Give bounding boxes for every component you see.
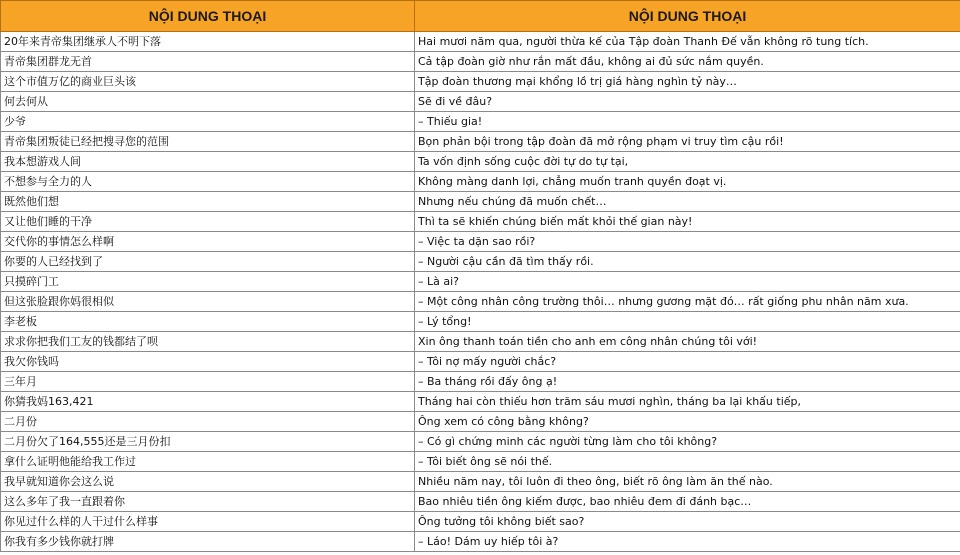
cell-vietnamese-line: – Tôi biết ông sẽ nói thế.	[415, 452, 960, 472]
cell-chinese-line: 我欠你钱吗	[1, 352, 415, 372]
cell-chinese-line: 三年月	[1, 372, 415, 392]
cell-chinese-line: 青帝集团叛徒已经把搜寻您的范围	[1, 132, 415, 152]
cell-vietnamese-line: Ông tưởng tôi không biết sao?	[415, 512, 960, 532]
table-row	[1, 372, 960, 392]
cell-chinese-line: 这么多年了我一直跟着你	[1, 492, 415, 512]
cell-vietnamese-line: Ông xem có công bằng không?	[415, 412, 960, 432]
cell-chinese-line: 你见过什么样的人干过什么样事	[1, 512, 415, 532]
cell-vietnamese-line: – Ba tháng rồi đấy ông ạ!	[415, 372, 960, 392]
table-row	[1, 512, 960, 532]
cell-chinese-line: 既然他们想	[1, 192, 415, 212]
cell-chinese-line: 何去何从	[1, 92, 415, 112]
cell-chinese-line: 20年来青帝集团继承人不明下落	[1, 32, 415, 52]
cell-vietnamese-line: – Tôi nợ mấy người chắc?	[415, 352, 960, 372]
cell-vietnamese-line: Xin ông thanh toán tiền cho anh em công nhân chúng tôi với!	[415, 332, 960, 352]
column-header-chinese: NỘI DUNG THOẠI	[1, 1, 415, 32]
cell-chinese-line: 只摸碎门工	[1, 272, 415, 292]
cell-vietnamese-line: Nhưng nếu chúng đã muốn chết…	[415, 192, 960, 212]
cell-vietnamese-line: – Một công nhân công trường thôi… nhưng gương mặt đó… rất giống phu nhân năm xưa.	[415, 292, 960, 312]
table-row	[1, 152, 960, 172]
cell-chinese-line: 求求你把我们工友的钱都结了呗	[1, 332, 415, 352]
table-row	[1, 252, 960, 272]
table-row	[1, 92, 960, 112]
cell-chinese-line: 你要的人已经找到了	[1, 252, 415, 272]
table-row	[1, 32, 960, 52]
table-row	[1, 212, 960, 232]
table-row	[1, 392, 960, 412]
cell-chinese-line: 我本想游戏人间	[1, 152, 415, 172]
cell-chinese-line: 拿什么证明他能给我工作过	[1, 452, 415, 472]
table-row	[1, 332, 960, 352]
table-row	[1, 192, 960, 212]
table-row	[1, 312, 960, 332]
table-row	[1, 112, 960, 132]
cell-vietnamese-line: – Việc ta dặn sao rồi?	[415, 232, 960, 252]
table-row	[1, 532, 960, 552]
cell-chinese-line: 少爷	[1, 112, 415, 132]
cell-vietnamese-line: – Lý tổng!	[415, 312, 960, 332]
cell-chinese-line: 你猜我妈163,421	[1, 392, 415, 412]
cell-vietnamese-line: Cả tập đoàn giờ như rắn mất đầu, không ai đủ sức nắm quyền.	[415, 52, 960, 72]
cell-chinese-line: 二月份欠了164,555还是三月份扣	[1, 432, 415, 452]
cell-vietnamese-line: – Láo! Dám uy hiếp tôi à?	[415, 532, 960, 552]
table-row	[1, 292, 960, 312]
table-row	[1, 472, 960, 492]
table-header-row	[1, 1, 960, 32]
cell-vietnamese-line: – Người cậu cần đã tìm thấy rồi.	[415, 252, 960, 272]
cell-vietnamese-line: Không màng danh lợi, chẳng muốn tranh quyền đoạt vị.	[415, 172, 960, 192]
table-row	[1, 452, 960, 472]
table-row	[1, 492, 960, 512]
cell-vietnamese-line: – Thiếu gia!	[415, 112, 960, 132]
cell-vietnamese-line: Nhiều năm nay, tôi luôn đi theo ông, biết rõ ông làm ăn thế nào.	[415, 472, 960, 492]
cell-chinese-line: 这个市值万亿的商业巨头该	[1, 72, 415, 92]
cell-chinese-line: 但这张脸跟你妈很相似	[1, 292, 415, 312]
cell-vietnamese-line: Thì ta sẽ khiến chúng biến mất khỏi thế gian này!	[415, 212, 960, 232]
cell-chinese-line: 交代你的事情怎么样啊	[1, 232, 415, 252]
cell-vietnamese-line: Hai mươi năm qua, người thừa kế của Tập đoàn Thanh Đế vẫn không rõ tung tích.	[415, 32, 960, 52]
table-row	[1, 72, 960, 92]
table-row	[1, 132, 960, 152]
cell-chinese-line: 我早就知道你会这么说	[1, 472, 415, 492]
table-row	[1, 272, 960, 292]
cell-vietnamese-line: Tập đoàn thương mại khổng lồ trị giá hàng nghìn tỷ này…	[415, 72, 960, 92]
cell-vietnamese-line: Sẽ đi về đâu?	[415, 92, 960, 112]
cell-vietnamese-line: Bao nhiêu tiền ông kiếm được, bao nhiêu đem đi đánh bạc…	[415, 492, 960, 512]
table-body	[1, 32, 960, 552]
table-row	[1, 232, 960, 252]
cell-vietnamese-line: – Có gì chứng minh các người từng làm cho tôi không?	[415, 432, 960, 452]
cell-vietnamese-line: – Là ai?	[415, 272, 960, 292]
table-row	[1, 172, 960, 192]
cell-vietnamese-line: Tháng hai còn thiếu hơn trăm sáu mươi nghìn, tháng ba lại khấu tiếp,	[415, 392, 960, 412]
table-row	[1, 52, 960, 72]
cell-chinese-line: 青帝集团群龙无首	[1, 52, 415, 72]
table-row	[1, 432, 960, 452]
cell-chinese-line: 你我有多少钱你就打牌	[1, 532, 415, 552]
cell-chinese-line: 又让他们睡的干净	[1, 212, 415, 232]
table-row	[1, 352, 960, 372]
cell-chinese-line: 二月份	[1, 412, 415, 432]
cell-vietnamese-line: Ta vốn định sống cuộc đời tự do tự tại,	[415, 152, 960, 172]
table-row	[1, 412, 960, 432]
cell-chinese-line: 李老板	[1, 312, 415, 332]
column-header-vietnamese: NỘI DUNG THOẠI	[415, 1, 960, 32]
cell-vietnamese-line: Bọn phản bội trong tập đoàn đã mở rộng phạm vi truy tìm cậu rồi!	[415, 132, 960, 152]
cell-chinese-line: 不想参与全力的人	[1, 172, 415, 192]
